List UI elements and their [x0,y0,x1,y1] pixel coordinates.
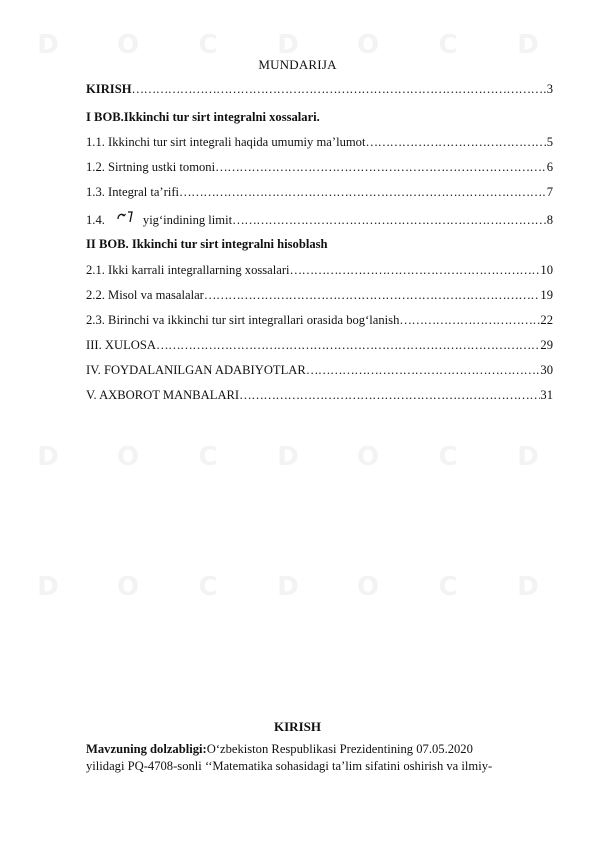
watermark-tile: D [517,442,539,472]
toc-page-number: 31 [540,388,553,402]
toc-item-label: 1.4. [86,213,105,227]
watermark-tile: D [277,30,299,60]
toc-item-1-1[interactable] [86,134,553,150]
watermark-tile: O [356,442,380,472]
intro-paragraph [86,741,556,775]
intro-line-1-text: O‘zbekiston Respublikasi Prezidentining 07.05.2020 [206,742,473,756]
toc-leader-dots [204,287,541,303]
toc-item-1-2[interactable] [86,159,553,175]
toc-page-number: 10 [540,263,553,277]
toc-item-label-rest: yig‘indining limit [142,213,233,227]
toc-leader-dots [239,387,540,403]
toc-leader-dots [132,81,547,97]
intro-line-1 [86,741,556,758]
watermark-tile: O [116,572,140,602]
watermark-tile: O [116,30,140,60]
toc-item-label: IV. FOYDALANILGAN ADABIYOTLAR [86,363,306,377]
intro-line-2: yilidagi PQ-4708-sonli ‘‘Matematika sohasidagi ta’lim sifatini oshirish va ilmiy- [86,759,493,773]
watermark-tile: C [438,30,458,60]
page-title: MUNDARIJA [258,57,337,72]
sigma-symbol-icon [115,210,137,224]
toc-item-2-2[interactable] [86,287,553,303]
toc-page-number: 29 [540,338,553,352]
toc-item-label: 1.2. Sirtning ustki tomoni [86,160,216,174]
toc-page-number: 7 [546,185,553,199]
toc-item-kirish[interactable] [86,81,553,97]
chapter-heading-2: II BOB. Ikkinchi tur sirt integralni hisoblash [86,237,328,251]
toc-item-label: V. AXBOROT MANBALARI [86,388,240,402]
toc-page-number: 6 [546,160,553,174]
toc-item-label: 2.1. Ikki karrali integrallarning xossalari [86,263,290,277]
watermark-tile: D [37,572,59,602]
watermark-tile: D [37,442,59,472]
watermark-tile: C [438,572,458,602]
toc-leader-dots [232,212,547,228]
toc-leader-dots [156,337,540,353]
toc-item-xulosa[interactable] [86,337,553,353]
toc-item-label: 1.3. Integral ta’rifi [86,185,180,199]
watermark-band [0,430,595,500]
toc-item-label: 2.3. Birinchi va ikkinchi tur sirt integrallari orasida bog‘lanish [86,313,400,327]
watermark-band [0,560,595,630]
watermark-tile: O [356,572,380,602]
toc-leader-dots [365,134,546,150]
watermark-tile: D [517,30,539,60]
toc-leader-dots [179,184,547,200]
toc-page-number: 19 [540,288,553,302]
watermark-tile: D [37,30,59,60]
toc-page-number: 30 [540,363,553,377]
watermark-tile: D [517,572,539,602]
watermark-tile: C [198,30,218,60]
watermark-tile: C [198,442,218,472]
toc-item-label: 2.2. Misol va masalalar [86,288,204,302]
toc-page-number: 5 [546,135,553,149]
toc-item-label: KIRISH [86,82,132,96]
watermark-tile: O [356,30,380,60]
relevance-label: Mavzuning dolzabligi: [86,742,207,756]
toc-item-2-3[interactable] [86,312,553,328]
toc-page-number: 3 [546,82,553,96]
toc-item-1-3[interactable] [86,184,553,200]
toc-item-2-1[interactable] [86,262,553,278]
section-title-kirish: KIRISH [274,719,321,734]
toc-page-number: 22 [540,313,553,327]
toc-item-1-4[interactable] [86,210,553,228]
chapter-heading-1: I BOB.Ikkinchi tur sirt integralni xossalari. [86,110,320,124]
watermark-tile: C [198,572,218,602]
toc-leader-dots [215,159,547,175]
watermark-tile: D [277,572,299,602]
toc-item-label: 1.1. Ikkinchi tur sirt integrali haqida umumiy ma’lumot [86,135,366,149]
toc-leader-dots [399,312,540,328]
toc-leader-dots [306,362,541,378]
toc-page-number: 8 [546,213,553,227]
toc-item-adabiyotlar[interactable] [86,362,553,378]
watermark-tile: O [116,442,140,472]
watermark-tile: D [277,442,299,472]
toc-item-manbalari[interactable] [86,387,553,403]
watermark-tile: C [438,442,458,472]
toc-leader-dots [290,262,541,278]
toc-item-label: III. XULOSA [86,338,156,352]
